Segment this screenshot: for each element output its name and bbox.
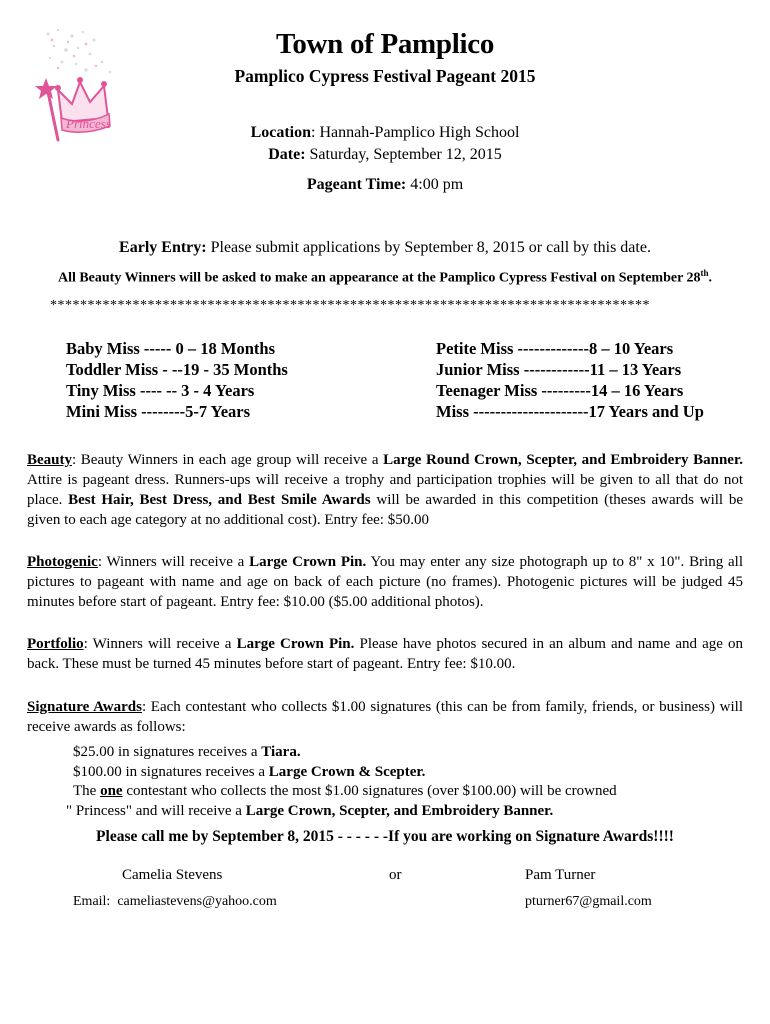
signature-award-crown [73, 763, 617, 783]
portfolio-heading: Portfolio [27, 636, 84, 652]
early-entry-line [0, 239, 770, 257]
age-group-miss: Miss ---------------------17 Years and Up [436, 402, 704, 421]
call-notice: Please call me by September 8, 2015 - - - - - -If you are working on Signature Awards!!!! [96, 828, 674, 845]
age-groups-left [66, 338, 288, 422]
email-line-1 [73, 894, 277, 910]
beauty-text-2: Attire is pageant dress. Runners-ups will receive a trophy and participation trophies will be given to all that do not place. [27, 472, 743, 508]
photogenic-heading: Photogenic [27, 554, 98, 570]
award-princess-pre: The [73, 783, 101, 799]
contact-name-2: Pam Turner [525, 867, 596, 883]
location-label: Location [250, 124, 312, 141]
time-label: Pageant Time: [306, 176, 407, 193]
early-entry-label: Early Entry: [119, 239, 207, 256]
age-group-petite: Petite Miss -------------8 – 10 Years [436, 339, 674, 358]
date-line [0, 146, 770, 164]
award-banner-text: " Princess" and will receive a [66, 802, 246, 819]
age-group-teenager: Teenager Miss ---------14 – 16 Years [436, 381, 684, 400]
asterisk-divider: ******************************************************************************** [50, 298, 650, 313]
email-camelia[interactable]: cameliastevens@yahoo.com [117, 894, 277, 909]
contact-or: or [389, 867, 402, 883]
contact-name-1: Camelia Stevens [122, 867, 223, 883]
beauty-text-3: will be awarded in this competition (theses awards will be given to each age category at no additional cost). Entry fee: $50.00 [27, 492, 743, 528]
signature-section [27, 697, 743, 737]
photogenic-text-2: You may enter any size photograph up to 8" x 10". Bring all pictures to pageant with name and age on back of each picture (no frames). Photogenic pictures will be judged 45 minutes before start of pageant. Entry fee: $10.00 ($5.00 additional photos). [27, 554, 744, 610]
beauty-bold-1: Large Round Crown, Scepter, and Embroidery Banner. [383, 452, 743, 468]
award-crown-bold: Large Crown & Scepter. [268, 763, 426, 780]
signature-award-banner [66, 802, 617, 822]
portfolio-bold-1: Large Crown Pin. [236, 636, 355, 652]
appearance-end: . [708, 270, 713, 286]
email-label: Email: [73, 894, 111, 909]
award-crown-text: $100.00 in signatures receives a [73, 763, 269, 780]
portfolio-text-1: : Winners will receive a [83, 636, 237, 652]
time-line [0, 176, 770, 194]
award-banner-bold: Large Crown, Scepter, and Embroidery Banner. [245, 802, 554, 819]
location-value: Hannah-Pamplico High School [319, 124, 520, 141]
photogenic-bold-1: Large Crown Pin. [249, 554, 367, 570]
award-tiara-bold: Tiara. [261, 744, 301, 760]
age-group-toddler: Toddler Miss - --19 - 35 Months [66, 360, 288, 379]
email-pam[interactable]: pturner67@gmail.com [525, 894, 652, 909]
age-group-baby: Baby Miss ----- 0 – 18 Months [66, 339, 275, 358]
beauty-section [27, 450, 743, 530]
early-entry-text: Please submit applications by September 8, 2015 or call by this date. [210, 239, 651, 256]
photogenic-section [27, 552, 743, 612]
beauty-text-1: : Beauty Winners in each age group will receive a [72, 452, 384, 468]
portfolio-text-2: Please have photos secured in an album and name and age on back. These must be turned 45 minutes before start of pageant. Entry fee: $10.00. [27, 636, 743, 672]
appearance-text: All Beauty Winners will be asked to make an appearance at the Pamplico Cypress Festival on September 28 [57, 270, 701, 286]
award-princess-one: one [100, 783, 123, 799]
award-tiara-text: $25.00 in signatures receives a [73, 744, 262, 760]
age-group-junior: Junior Miss ------------11 – 13 Years [436, 360, 682, 379]
page-subtitle: Pamplico Cypress Festival Pageant 2015 [234, 66, 536, 86]
location-line: Location: Hannah-Pamplico High School [250, 124, 520, 141]
date-value: Saturday, September 12, 2015 [309, 146, 502, 163]
signature-award-tiara [73, 743, 617, 763]
time-value: 4:00 pm [410, 176, 464, 193]
signature-heading: Signature Awards [27, 699, 142, 715]
signature-text-1: : Each contestant who collects $1.00 signatures (this can be from family, friends, or business) will receive awards as follows: [27, 699, 743, 735]
page-title: Town of Pamplico [275, 28, 495, 60]
age-group-tiny: Tiny Miss ---- -- 3 - 4 Years [66, 381, 255, 400]
age-group-mini: Mini Miss --------5-7 Years [66, 402, 251, 421]
appearance-note [0, 268, 770, 287]
beauty-bold-2: Best Hair, Best Dress, and Best Smile Awards [68, 492, 371, 508]
beauty-heading: Beauty [27, 452, 72, 468]
appearance-sup: th [700, 268, 709, 278]
portfolio-section [27, 634, 743, 674]
award-princess-text: contestant who collects the most $1.00 signatures (over $100.00) will be crowned [122, 783, 617, 799]
date-label: Date: [268, 146, 306, 163]
signature-award-princess [73, 782, 617, 802]
age-groups-right [436, 338, 704, 422]
photogenic-text-1: : Winners will receive a [97, 554, 250, 570]
signature-award-list [66, 743, 617, 821]
logo-text: Princess [66, 116, 111, 131]
